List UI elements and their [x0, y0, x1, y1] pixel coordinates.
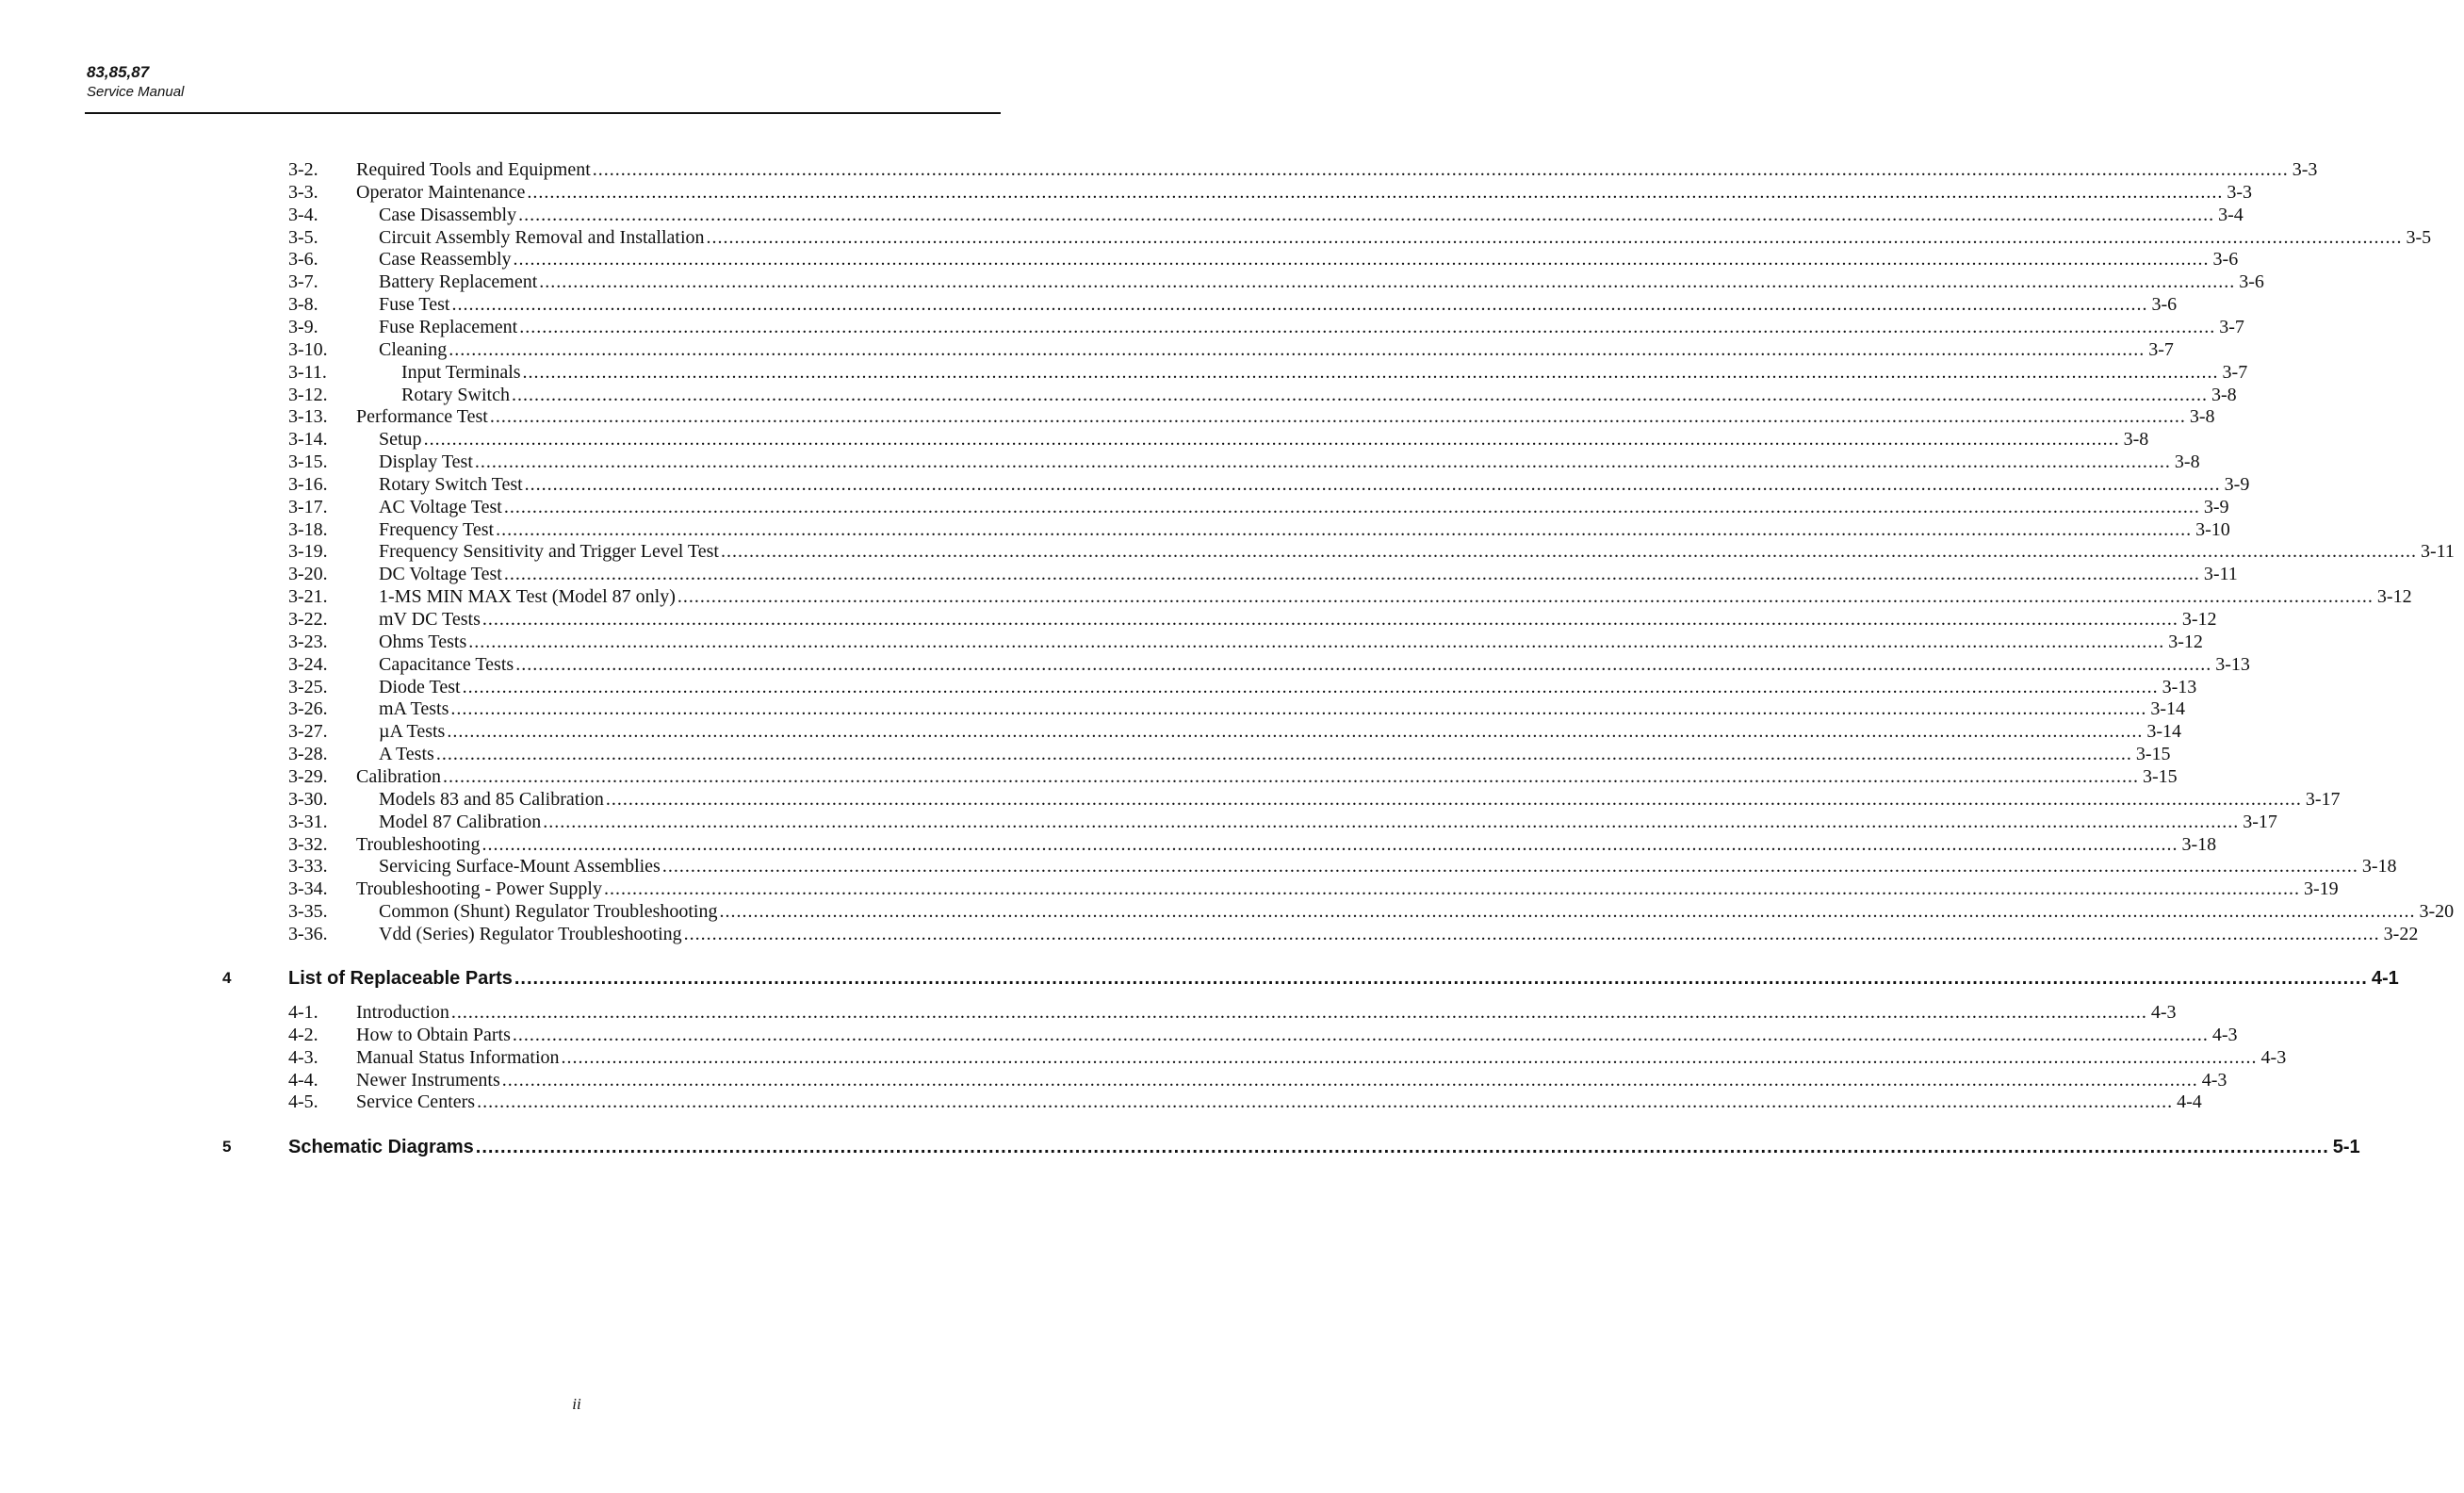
- toc-leader-dots: ............................................................................................................................................................................................................................................................................................................: [518, 204, 2215, 225]
- toc-leader-dots: ............................................................................................................................................................................................................................................................................................................: [501, 1069, 2198, 1091]
- toc-entry-number: 4-5.: [288, 1091, 318, 1113]
- toc-entry[interactable]: [288, 923, 2419, 945]
- toc-entry-page: 3-8: [2189, 406, 2215, 428]
- toc-entry-page: 3-17: [2305, 788, 2341, 810]
- toc-entry[interactable]: [288, 361, 2248, 384]
- header-subtitle: Service Manual: [87, 84, 185, 100]
- toc-leader-dots: ............................................................................................................................................................................................................................................................................................................: [489, 406, 2186, 428]
- toc-entry-page: 3-5: [2406, 226, 2432, 248]
- toc-leader-dots: ............................................................................................................................................................................................................................................................................................................: [539, 271, 2236, 293]
- toc-entry-title: A Tests: [379, 744, 434, 765]
- toc-entry-title: Troubleshooting: [356, 833, 481, 855]
- toc-leader-dots: ............................................................................................................................................................................................................................................................................................................: [522, 361, 2219, 383]
- toc-leader-dots: ............................................................................................................................................................................................................................................................................................................: [462, 676, 2159, 697]
- toc-entry-page: 4-3: [2211, 1024, 2238, 1045]
- toc-leader-dots: ............................................................................................................................................................................................................................................................................................................: [423, 429, 2120, 451]
- toc-entry-number: 3-5.: [288, 226, 318, 248]
- toc-entry-page: 3-3: [2227, 181, 2253, 203]
- toc-entry-page: 3-4: [2218, 204, 2244, 225]
- toc-entry-page: 3-7: [2219, 316, 2244, 337]
- toc-entry[interactable]: [288, 496, 2229, 518]
- toc-entry-page: 3-20: [2419, 901, 2455, 923]
- toc-entry[interactable]: [288, 226, 2432, 249]
- toc-leader-dots: ............................................................................................................................................................................................................................................................................................................: [661, 856, 2358, 878]
- toc-entry-title: Vdd (Series) Regulator Troubleshooting: [379, 923, 682, 944]
- toc-entry-number: 3-12.: [288, 384, 328, 405]
- toc-entry-title: Case Disassembly: [379, 204, 517, 225]
- toc-entry-page: 3-13: [2162, 676, 2197, 697]
- toc-entry-number: 4-1.: [288, 1002, 318, 1023]
- toc-entry-title: Ohms Tests: [379, 631, 467, 652]
- toc-entry[interactable]: [288, 1069, 2227, 1091]
- toc-entry[interactable]: [288, 563, 2238, 585]
- toc-entry-number: 3-17.: [288, 496, 328, 517]
- toc-entry-number: 3-27.: [288, 721, 328, 743]
- toc-entry[interactable]: [288, 1001, 2177, 1024]
- toc-leader-dots: ............................................................................................................................................................................................................................................................................................................: [503, 496, 2200, 517]
- toc-leader-dots: ............................................................................................................................................................................................................................................................................................................: [706, 226, 2403, 248]
- toc-entry-number: 3-19.: [288, 541, 328, 563]
- toc-entry-title: Required Tools and Equipment: [356, 159, 591, 180]
- toc-entry-page: 3-12: [2181, 609, 2217, 630]
- toc-entry-page: 3-13: [2215, 653, 2250, 675]
- toc-entry-number: 4-2.: [288, 1024, 318, 1045]
- toc-entry-page: 3-14: [2150, 698, 2186, 720]
- toc-leader-dots: ............................................................................................................................................................................................................................................................................................................: [481, 609, 2178, 630]
- toc-leader-dots: ............................................................................................................................................................................................................................................................................................................: [442, 765, 2139, 787]
- toc-entry-page: 3-14: [2146, 721, 2181, 743]
- chapter-number: 5: [222, 1138, 232, 1156]
- chapter-title: Schematic Diagrams: [288, 1137, 474, 1157]
- chapter-number: 4: [222, 969, 232, 987]
- toc-leader-dots: ............................................................................................................................................................................................................................................................................................................: [561, 1046, 2258, 1068]
- toc-entry-page: 3-8: [2123, 429, 2149, 451]
- toc-entry-number: 3-30.: [288, 788, 328, 810]
- toc-entry[interactable]: [288, 608, 2217, 631]
- chapter-title: List of Replaceable Parts: [288, 968, 513, 989]
- toc-entry-number: 3-20.: [288, 564, 328, 585]
- toc-leader-dots: ............................................................................................................................................................................................................................................................................................................: [449, 338, 2146, 360]
- toc-leader-dots: ............................................................................................................................................................................................................................................................................................................: [592, 159, 2289, 180]
- toc-entry[interactable]: [288, 1046, 2287, 1069]
- toc-entry[interactable]: [288, 653, 2250, 676]
- toc-entry-page: 3-7: [2148, 338, 2174, 360]
- toc-entry-number: 4-4.: [288, 1069, 318, 1091]
- toc-entry-page: 3-9: [2224, 473, 2250, 495]
- toc-entry[interactable]: [288, 518, 2230, 541]
- toc-entry-page: 3-10: [2195, 518, 2230, 540]
- toc-entry-number: 3-21.: [288, 586, 328, 608]
- toc-entry-page: 4-3: [2260, 1046, 2287, 1068]
- toc-entry-number: 3-32.: [288, 833, 328, 855]
- toc-leader-dots: ............................................................................................................................................................................................................................................................................................................: [496, 518, 2193, 540]
- toc-entry-title: µA Tests: [379, 721, 446, 743]
- toc-entry-number: 3-22.: [288, 609, 328, 630]
- toc-leader-dots: ............................................................................................................................................................................................................................................................................................................: [543, 811, 2240, 832]
- toc-entry-number: 3-18.: [288, 518, 328, 540]
- toc-leader-dots: ............................................................................................................................................................................................................................................................................................................: [683, 923, 2380, 944]
- toc-leader-dots: ............................................................................................................................................................................................................................................................................................................: [524, 473, 2221, 495]
- toc-entry-number: 3-8.: [288, 294, 318, 316]
- toc-entry-title: Troubleshooting - Power Supply: [356, 878, 602, 900]
- toc-leader-dots: ............................................................................................................................................................................................................................................................................................................: [513, 249, 2210, 271]
- page-header: [87, 62, 184, 102]
- toc-entry-title: Newer Instruments: [356, 1069, 500, 1091]
- toc-entry-title: Service Centers: [356, 1091, 476, 1113]
- toc-leader-dots: ............................................................................................................................................................................................................................................................................................................: [503, 564, 2200, 585]
- toc-entry-page: 3-18: [2181, 833, 2217, 855]
- toc-entry-number: 3-33.: [288, 856, 328, 878]
- toc-entry[interactable]: [288, 158, 2318, 181]
- toc-entry-page: 3-12: [2376, 586, 2412, 608]
- toc-entry-title: Circuit Assembly Removal and Installation: [379, 226, 705, 248]
- toc-entry-number: 3-15.: [288, 451, 328, 473]
- toc-entry[interactable]: [288, 540, 2455, 563]
- toc-entry-title: Manual Status Information: [356, 1046, 560, 1068]
- toc-entry-title: Display Test: [379, 451, 473, 473]
- toc-entry-title: Case Reassembly: [379, 249, 512, 271]
- toc-entry-title: Operator Maintenance: [356, 181, 526, 203]
- toc-entry-title: Diode Test: [379, 676, 461, 697]
- toc-entry[interactable]: [288, 473, 2250, 496]
- toc-entry[interactable]: [288, 855, 2397, 878]
- toc-entry[interactable]: [288, 428, 2149, 451]
- toc-entry-title: Cleaning: [379, 338, 448, 360]
- toc-entry-title: Models 83 and 85 Calibration: [379, 788, 604, 810]
- toc-entry-page: 4-3: [2150, 1002, 2177, 1023]
- toc-entry-number: 3-29.: [288, 765, 328, 787]
- toc-entry[interactable]: [288, 181, 2253, 204]
- toc-entry[interactable]: [288, 248, 2239, 271]
- toc-entry-title: Servicing Surface-Mount Assemblies: [379, 856, 661, 878]
- toc-entry-title: mA Tests: [379, 698, 449, 720]
- toc-entry-page: 3-9: [2203, 496, 2229, 517]
- header-rule: [85, 112, 1001, 114]
- toc-entry[interactable]: [288, 204, 2244, 226]
- toc-leader-dots: ............................................................................................................................................................................................................................................................................................................: [515, 653, 2212, 675]
- toc-leader-dots: ............................................................................................................................................................................................................................................................................................................: [450, 1002, 2147, 1023]
- toc-entry-number: 3-11.: [288, 361, 327, 383]
- toc-entry-page: 3-8: [2174, 451, 2200, 473]
- toc-entry-number: 3-28.: [288, 744, 328, 765]
- toc-entry-number: 3-25.: [288, 676, 328, 697]
- toc-entry-title: How to Obtain Parts: [356, 1024, 511, 1045]
- toc-entry-page: 4-4: [2177, 1091, 2202, 1113]
- toc-entry[interactable]: [288, 697, 2186, 720]
- chapter-5-heading[interactable]: [222, 1134, 2360, 1160]
- toc-entry-title: Common (Shunt) Regulator Troubleshooting: [379, 901, 718, 923]
- toc-leader-dots: ............................................................................................................................................................................................................................................................................................................: [677, 586, 2374, 608]
- toc-leader-dots: ............................................................................................................................................................................................................................................................................................................: [603, 878, 2300, 900]
- toc-entry-number: 3-36.: [288, 923, 328, 944]
- toc-leader-dots: ............................................................................................................................................................................................................................................................................................................: [468, 631, 2165, 652]
- toc-entry[interactable]: [288, 811, 2277, 833]
- toc-entry[interactable]: [288, 1024, 2238, 1046]
- toc-entry-page: 3-12: [2168, 631, 2203, 652]
- toc-entry[interactable]: [288, 405, 2215, 428]
- toc-entry[interactable]: [288, 585, 2412, 608]
- toc-entry-page: 3-11: [2203, 564, 2238, 585]
- toc-leader-dots: ............................................................................................................................................................................................................................................................................................................: [451, 294, 2148, 316]
- toc-entry-number: 3-9.: [288, 316, 318, 337]
- toc-entry[interactable]: [288, 631, 2203, 653]
- toc-entry-page: 3-3: [2292, 159, 2318, 180]
- toc-entry[interactable]: [288, 788, 2341, 811]
- toc-entry-number: 3-4.: [288, 204, 318, 225]
- toc-entry-page: 3-6: [2212, 249, 2239, 271]
- toc-leader-dots: ............................................................................................................................................................................................................................................................................................................: [447, 721, 2144, 743]
- toc-entry-title: Fuse Test: [379, 294, 450, 316]
- toc-entry[interactable]: [288, 743, 2171, 765]
- toc-leader-dots: ............................................................................................................................................................................................................................................................................................................: [720, 541, 2417, 563]
- toc-entry-page: 3-6: [2239, 271, 2264, 293]
- toc-entry-title: Rotary Switch Test: [379, 473, 523, 495]
- toc-leader-dots: ............................................................................................................................................................................................................................................................................................................: [512, 1024, 2209, 1045]
- toc-entry-title: Setup: [379, 429, 422, 451]
- toc-entry-number: 3-14.: [288, 429, 328, 451]
- toc-leader-dots: ............................................................................................................................................................................................................................................................................................................: [719, 901, 2416, 923]
- toc-entry-title: Introduction: [356, 1002, 449, 1023]
- toc-entry-number: 3-23.: [288, 631, 328, 652]
- toc-entry-number: 3-10.: [288, 338, 328, 360]
- toc-entry-title: Fuse Replacement: [379, 316, 518, 337]
- toc-leader-dots: ............................................................................................................................................................................................................................................................................................................: [477, 1091, 2174, 1113]
- toc-entry-title: 1-MS MIN MAX Test (Model 87 only): [379, 586, 676, 608]
- toc-entry-page: 3-7: [2222, 361, 2248, 383]
- toc-entry-number: 3-31.: [288, 811, 328, 832]
- toc-entry[interactable]: [288, 271, 2264, 293]
- toc-entry[interactable]: [288, 316, 2244, 338]
- toc-entry-title: mV DC Tests: [379, 609, 481, 630]
- toc-leader-dots: ............................................................................................................................................................................................................................................................................................................: [481, 833, 2178, 855]
- toc-leader-dots: ............................................................................................................................................................................................................................................................................................................: [512, 384, 2208, 405]
- toc-entry-page: 3-15: [2142, 765, 2178, 787]
- chapter-page: 4-1: [2371, 968, 2399, 989]
- toc-entry[interactable]: [288, 1091, 2202, 1113]
- toc-entry-page: 3-8: [2211, 384, 2237, 405]
- toc-entry[interactable]: [288, 384, 2237, 406]
- toc-entry-page: 3-22: [2383, 923, 2419, 944]
- toc-entry-number: 4-3.: [288, 1046, 318, 1068]
- toc-leader-dots: ............................................................................................................................................................................................................................................................................................................: [450, 698, 2147, 720]
- toc-entry-number: 3-34.: [288, 878, 328, 900]
- toc-entry[interactable]: [288, 338, 2174, 361]
- toc-leader-dots: ............................................................................................................................................................................................................................................................................................................: [475, 1137, 2329, 1157]
- toc-entry[interactable]: [288, 765, 2178, 788]
- toc-entry-page: 3-18: [2361, 856, 2397, 878]
- toc-entry-page: 4-3: [2201, 1069, 2227, 1091]
- header-model: 83,85,87: [87, 63, 150, 81]
- toc-entry-title: DC Voltage Test: [379, 564, 502, 585]
- toc-leader-dots: ............................................................................................................................................................................................................................................................................................................: [527, 181, 2224, 203]
- toc-leader-dots: ............................................................................................................................................................................................................................................................................................................: [519, 316, 2216, 337]
- toc-entry-title: Rotary Switch: [401, 384, 510, 405]
- toc-entry-title: Calibration: [356, 765, 441, 787]
- toc-entry[interactable]: [288, 451, 2200, 473]
- toc-entry-number: 3-24.: [288, 653, 328, 675]
- toc-entry-title: Battery Replacement: [379, 271, 538, 293]
- toc-entry-number: 3-13.: [288, 406, 328, 428]
- toc-entry-title: Input Terminals: [401, 361, 521, 383]
- toc-entry-title: Capacitance Tests: [379, 653, 514, 675]
- toc-entry-number: 3-7.: [288, 271, 318, 293]
- toc-entry-number: 3-26.: [288, 698, 328, 720]
- toc-entry-title: Model 87 Calibration: [379, 811, 542, 832]
- toc-entry-page: 3-11: [2420, 541, 2455, 563]
- toc-leader-dots: ............................................................................................................................................................................................................................................................................................................: [474, 451, 2171, 473]
- toc-entry-page: 3-17: [2243, 811, 2277, 832]
- toc-entry[interactable]: [288, 676, 2197, 698]
- chapter-page: 5-1: [2332, 1137, 2360, 1157]
- toc-entry[interactable]: [288, 293, 2178, 316]
- toc-entry[interactable]: [288, 720, 2181, 743]
- toc-leader-dots: ............................................................................................................................................................................................................................................................................................................: [605, 788, 2302, 810]
- toc-entry-number: 3-2.: [288, 159, 318, 180]
- chapter-4-heading[interactable]: [222, 965, 2399, 992]
- toc-leader-dots: ............................................................................................................................................................................................................................................................................................................: [514, 968, 2368, 989]
- toc-entry-title: Performance Test: [356, 406, 488, 428]
- toc-entry-title: Frequency Test: [379, 518, 495, 540]
- toc-entry-title: Frequency Sensitivity and Trigger Level Test: [379, 541, 719, 563]
- toc-entry-number: 3-6.: [288, 249, 318, 271]
- page-number: ii: [572, 1395, 581, 1413]
- toc-entry[interactable]: [288, 878, 2339, 900]
- toc-entry-number: 3-16.: [288, 473, 328, 495]
- toc-leader-dots: ............................................................................................................................................................................................................................................................................................................: [435, 744, 2132, 765]
- toc-entry-page: 3-15: [2135, 744, 2171, 765]
- toc-entry-page: 3-6: [2151, 294, 2178, 316]
- toc-entry[interactable]: [288, 833, 2217, 856]
- toc-entry-title: AC Voltage Test: [379, 496, 502, 517]
- toc-entry-page: 3-19: [2303, 878, 2339, 900]
- toc-entry-number: 3-35.: [288, 901, 328, 923]
- toc-entry[interactable]: [288, 900, 2455, 923]
- toc-entry-number: 3-3.: [288, 181, 318, 203]
